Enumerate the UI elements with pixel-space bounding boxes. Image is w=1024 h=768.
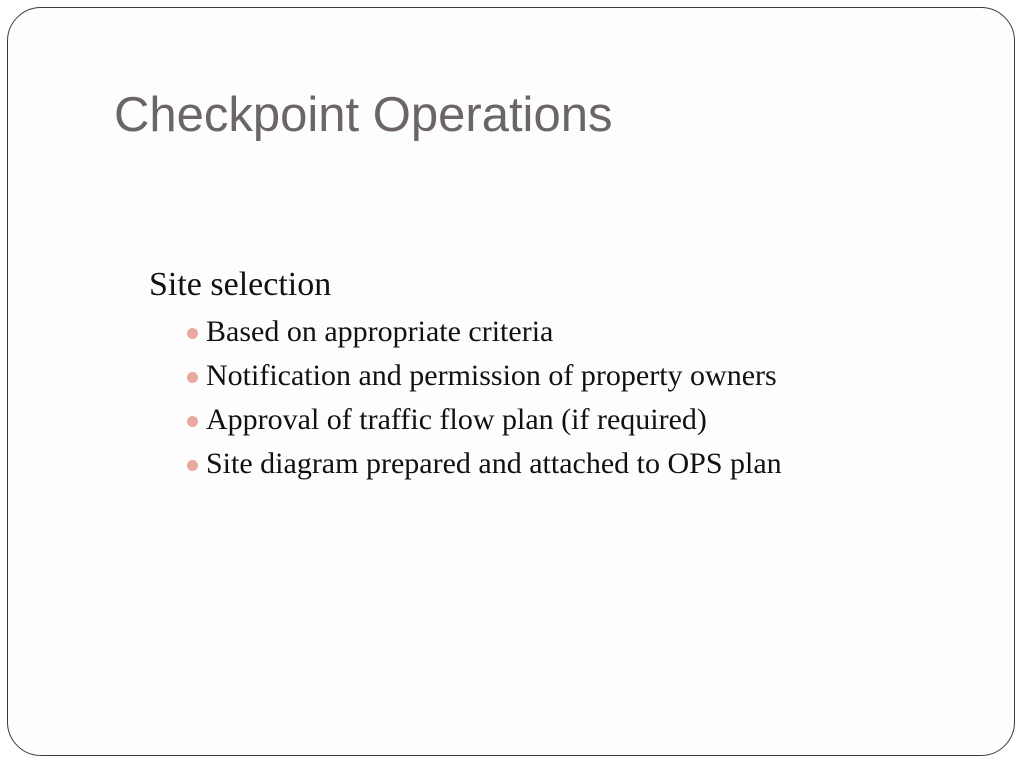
bullet-text: Site diagram prepared and attached to OPS plan — [206, 447, 782, 480]
bullet-item — [185, 310, 782, 354]
slide-title: Checkpoint Operations — [114, 88, 613, 142]
bullet-item — [185, 442, 782, 486]
section-heading: Site selection — [149, 266, 332, 303]
bullet-icon — [187, 416, 198, 427]
bullet-item — [185, 354, 782, 398]
bullet-icon — [187, 372, 198, 383]
bullet-text: Approval of traffic flow plan (if required) — [206, 403, 707, 436]
bullet-text: Notification and permission of property owners — [206, 359, 777, 392]
bullet-item — [185, 398, 782, 442]
bullet-icon — [187, 460, 198, 471]
bullet-icon — [187, 328, 198, 339]
bullet-text: Based on appropriate criteria — [206, 315, 554, 348]
bullet-list — [149, 310, 782, 486]
slide-body — [149, 263, 782, 486]
slide-frame — [7, 7, 1015, 756]
